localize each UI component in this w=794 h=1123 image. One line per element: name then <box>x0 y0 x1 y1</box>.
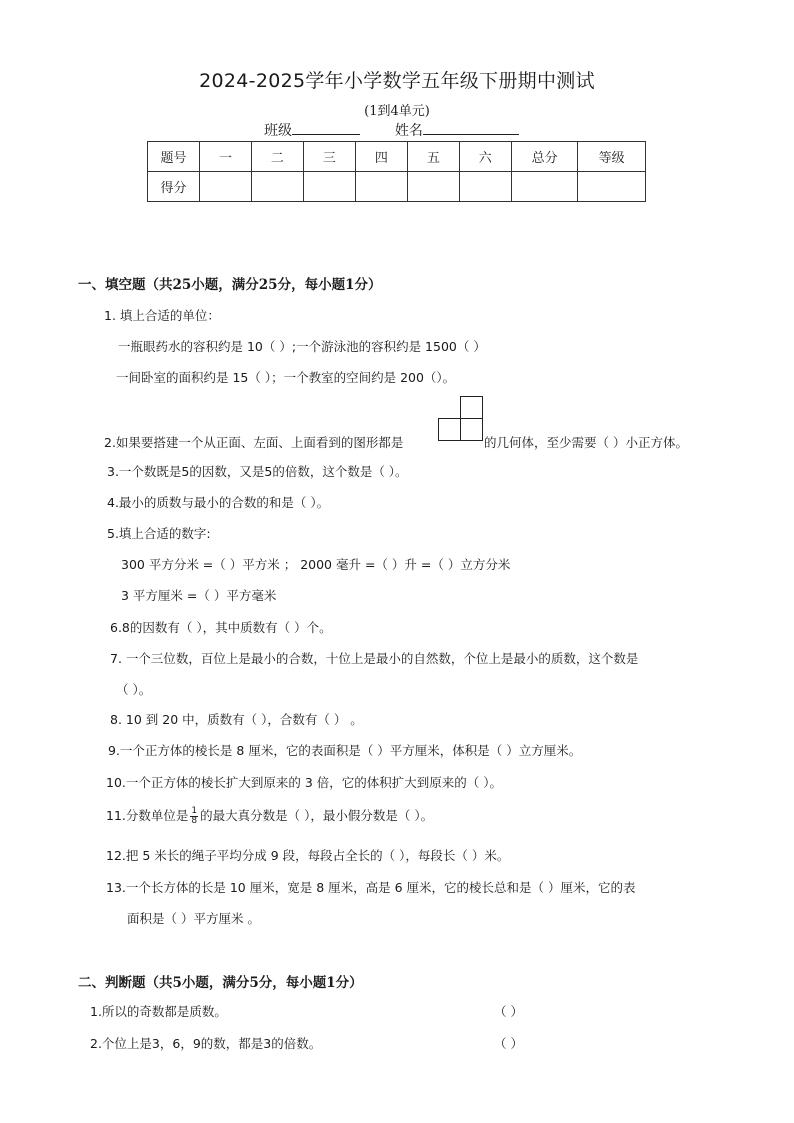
section2-heading: 二、判断题（共5小题，满分5分，每小题1分） <box>78 975 363 991</box>
question-2-text-before: 2.如果要搭建一个从正面、左面、上面看到的图形都是 <box>104 435 404 450</box>
score-input-cell[interactable] <box>199 172 251 202</box>
score-cell: 三 <box>303 142 355 172</box>
question-12: 12.把 5 米长的绳子平均分成 9 段，每段占全长的（ ），每段长（ ）米。 <box>106 848 510 863</box>
question-7-line2: （ ）。 <box>116 682 152 697</box>
score-cell: 六 <box>459 142 511 172</box>
score-table <box>147 141 646 202</box>
judge-question-1: 1.所以的奇数都是质数。 <box>90 1004 227 1019</box>
score-input-cell[interactable] <box>578 172 646 202</box>
score-table-header-row <box>148 142 646 172</box>
question-7-line1: 7. 一个三位数，百位上是最小的合数，十位上是最小的自然数，个位上是最小的质数，这个数是 <box>110 651 639 666</box>
question-1-title: 1. 填上合适的单位： <box>104 308 220 323</box>
class-label: 班级 <box>264 123 292 139</box>
score-cell: 题号 <box>148 142 200 172</box>
question-11-text-after: 的最大真分数是（ ），最小假分数是（ ）。 <box>200 808 434 823</box>
question-11 <box>106 806 433 826</box>
score-cell: 总分 <box>511 142 578 172</box>
name-label: 姓名 <box>394 123 423 139</box>
question-3: 3.一个数既是5的因数，又是5的倍数，这个数是（ ）。 <box>107 464 408 479</box>
question-9: 9.一个正方体的棱长是 8 厘米，它的表面积是（ ）平方厘米，体积是（ ）立方厘米。 <box>108 743 582 758</box>
fraction-numerator: 1 <box>191 806 198 816</box>
question-4: 4.最小的质数与最小的合数的和是（ ）。 <box>107 495 330 510</box>
question-13-line2: 面积是（ ）平方厘米 。 <box>127 911 260 926</box>
score-cell: 四 <box>355 142 407 172</box>
judge-answer-paren-2[interactable]: （ ） <box>494 1036 523 1051</box>
score-input-cell[interactable] <box>407 172 459 202</box>
page-subtitle: (1到4单元) <box>364 104 430 119</box>
question-5-line2: 3 平方厘米 =（ ）平方毫米 <box>121 588 277 603</box>
score-row-label: 得分 <box>148 172 200 202</box>
judge-answer-paren-1[interactable]: （ ） <box>494 1004 523 1019</box>
score-cell: 五 <box>407 142 459 172</box>
score-cell: 等级 <box>578 142 646 172</box>
section1-heading: 一、填空题（共25小题，满分25分，每小题1分） <box>78 277 382 293</box>
score-cell: 二 <box>251 142 303 172</box>
question-13-line1: 13.一个长方体的长是 10 厘米，宽是 8 厘米，高是 6 厘米，它的棱长总和是（ ）厘米，它的表 <box>106 880 636 895</box>
question-2-text-after: 的几何体，至少需要（ ）小正方体。 <box>484 435 688 450</box>
score-input-cell[interactable] <box>251 172 303 202</box>
fraction-denominator: 8 <box>191 816 198 826</box>
judge-question-2: 2.个位上是3，6，9的数，都是3的倍数。 <box>90 1036 322 1051</box>
question-1-line1: 一瓶眼药水的容积约是 10（ ）;一个游泳池的容积约是 1500（ ） <box>118 339 486 354</box>
page-title: 2024-2025学年小学数学五年级下册期中测试 <box>199 70 595 92</box>
score-input-cell[interactable] <box>511 172 578 202</box>
score-table-score-row <box>148 172 646 202</box>
score-input-cell[interactable] <box>355 172 407 202</box>
fraction-one-eighth <box>190 807 198 826</box>
student-info-line <box>264 120 519 140</box>
score-cell: 一 <box>199 142 251 172</box>
class-blank[interactable] <box>292 120 360 135</box>
question-10: 10.一个正方体的棱长扩大到原来的 3 倍，它的体积扩大到原来的（ ）。 <box>106 775 503 790</box>
question-6: 6.8的因数有（ ），其中质数有（ ）个。 <box>110 620 332 635</box>
name-blank[interactable] <box>423 120 519 135</box>
question-5-line1: 300 平方分米 =（ ）平方米 ； 2000 毫升 =（ ）升 =（ ）立方分米 <box>121 557 511 572</box>
score-input-cell[interactable] <box>459 172 511 202</box>
question-8: 8. 10 到 20 中，质数有（ ），合数有（ ） 。 <box>110 712 363 727</box>
question-11-text-before: 11.分数单位是 <box>106 808 189 823</box>
question-5-title: 5.填上合适的数字: <box>107 526 211 541</box>
score-input-cell[interactable] <box>303 172 355 202</box>
question-1-line2: 一间卧室的面积约是 15（ ）；一个教室的空间约是 200（）。 <box>116 370 456 385</box>
